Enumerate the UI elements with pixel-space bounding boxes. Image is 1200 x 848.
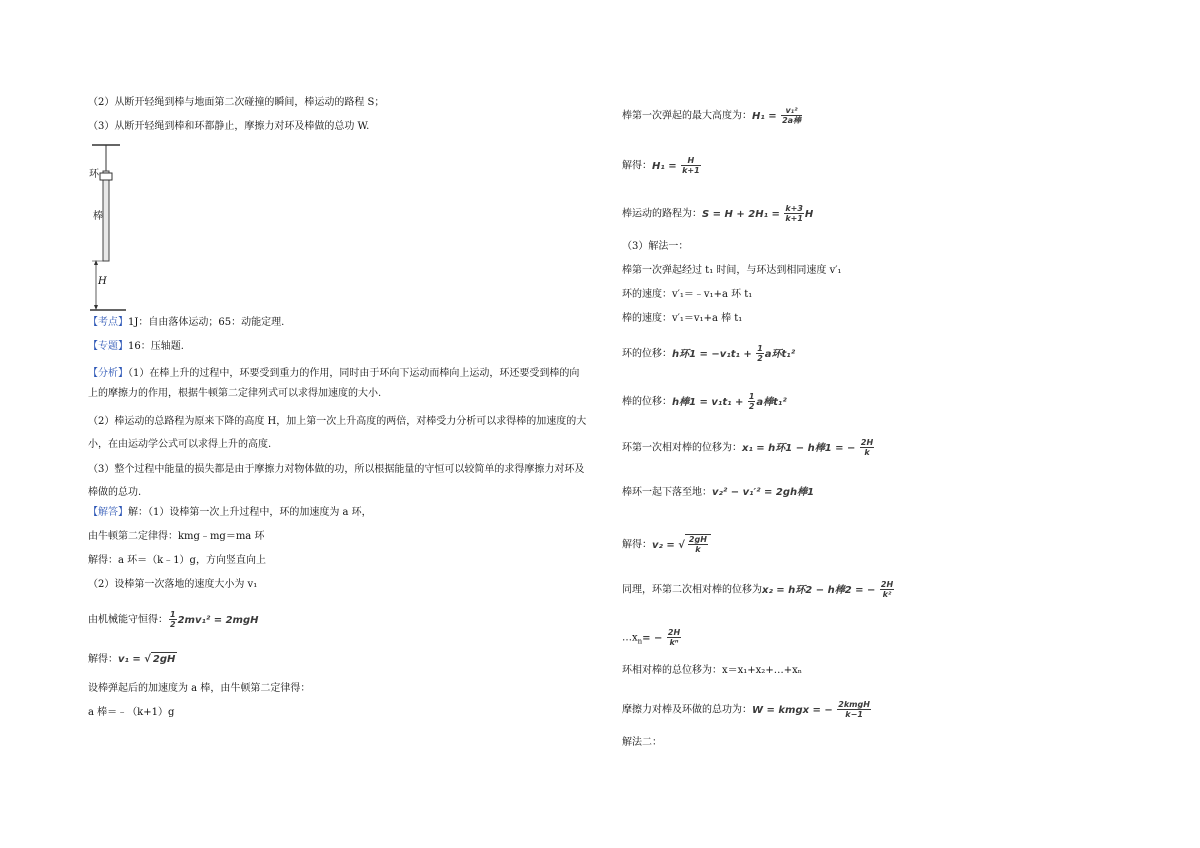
r-line-16: 摩擦力对棒及环做的总功为：W = kmgx = − $\frac{\text{2kmgH}}{k-1}$ [622,700,870,719]
r-line-1: 棒第一次弹起的最大高度为：H₁ = $\frac{\text{v₁²}}{\text{2a棒}}$ [622,106,802,125]
r-line-2: 解得：H₁ = $\frac{H}{k+1}$ [622,156,700,175]
zhuanti-line [88,340,184,354]
kaodian-text: 1J：自由落体运动；65：动能定理. [128,317,285,328]
jieda-line-4: （2）设棒第一次落地的速度大小为 v₁ [88,579,258,590]
question-2: （2）从断开轻绳到棒与地面第二次碰撞的瞬间，棒运动的路程 S； [88,97,385,108]
r-line-15: 环相对棒的总位移为：x＝x₁+x₂+…+xₙ [622,665,803,676]
jieda-line-7: 设棒弹起后的加速度为 a 棒，由牛顿第二定律得： [88,683,311,694]
fenxi-paragraph-2: （2）棒运动的总路程为原来下降的高度 H，加上第一次上升高度的两倍，对棒受力分析可以求得棒的加速度的大小，在由运动学公式可以求得上升的高度. [88,416,587,450]
jieda-line-1 [88,506,372,520]
r-line-10: 环第一次相对棒的位移为：x₁ = h环1 − h棒1 = − $\frac{2H}{k}$ [622,438,874,457]
kaodian-line [88,316,284,330]
r-line-9: 棒的位移：h棒1 = v₁t₁ + $\frac{1}{2}$ a棒t₁² [622,392,787,411]
v1-equation: v₁ = √ 2gH [118,654,176,665]
energy-equation: $\frac{1}{2}$ 2mv₁² = 2mgH [170,610,259,629]
fenxi-text-1: （1）在棒上升的过程中，环要受到重力的作用，同时由于环向下运动而棒向上运动，环还要受到棒的向上的摩擦力的作用，根据牛顿第二定律列式可以求得加速度的大小. [88,368,580,399]
zhuanti-text: 16：压轴题. [128,341,184,352]
r-line-17: 解法二： [622,737,662,748]
jieda-text-1: 解：（1）设棒第一次上升过程中，环的加速度为 a 环， [128,507,372,518]
r-line-5: 棒第一次弹起经过 t₁ 时间，与环达到相同速度 v′₁ [622,265,842,276]
r-line-7: 棒的速度：v′₁＝v₁+a 棒 t₁ [622,313,743,324]
fenxi-tag: 【分析】 [88,368,128,379]
fenxi-paragraph-3: （3）整个过程中能量的损失都是由于摩擦力对物体做的功，所以根据能量的守恒可以较简单的求得摩擦力对环及棒做的总功. [88,464,585,498]
r-line-12: 解得：v₂ = √ $\frac{2gH}{k}$ [622,534,711,554]
r-line-3: 棒运动的路程为：S = H + 2H₁ = $\frac{k+3}{k+1}$ H [622,204,814,223]
r-line-4: （3）解法一： [622,241,689,252]
question-3: （3）从断开轻绳到棒和环都静止，摩擦力对环及棒做的总功 W. [88,121,370,132]
ring-shape [100,173,112,180]
zhuanti-tag: 【专题】 [88,341,128,352]
rod-label: 棒 [93,211,103,222]
v1-label: 解得： [88,654,118,665]
energy-label: 由机械能守恒得： [88,614,168,626]
r-line-14: $\dots x_n=$ − $\frac{2H}{\text{kⁿ}}$ [622,628,681,647]
r-line-8: 环的位移：h环1 = −v₁t₁ + $\frac{1}{2}$ a环t₁² [622,344,796,363]
jieda-line-3: 解得：a 环＝（k﹣1）g，方向竖直向上 [88,555,266,566]
jieda-line-8: a 棒＝﹣（k+1）g [88,707,175,718]
jieda-tag: 【解答】 [88,507,128,518]
rod-shape [103,171,109,261]
fenxi-paragraph-1 [88,364,588,404]
energy-equation-line [88,610,258,629]
v1-equation-line [88,652,177,667]
r-line-13: 同理，环第二次相对棒的位移为x₂ = h环2 − h棒2 = − $\frac{2H}{\text{k²}}$ [622,580,894,599]
height-label: H [98,276,107,287]
r-line-6: 环的速度：v′₁＝﹣v₁+a 环 t₁ [622,289,753,300]
kaodian-tag: 【考点】 [88,317,128,328]
jieda-line-2: 由牛顿第二定律得：kmg﹣mg＝ma 环 [88,531,265,542]
ring-label: 环 [89,169,99,180]
r-line-11: 棒环一起下落至地：v₂² − v₁′² = 2gh棒1 [622,487,815,498]
